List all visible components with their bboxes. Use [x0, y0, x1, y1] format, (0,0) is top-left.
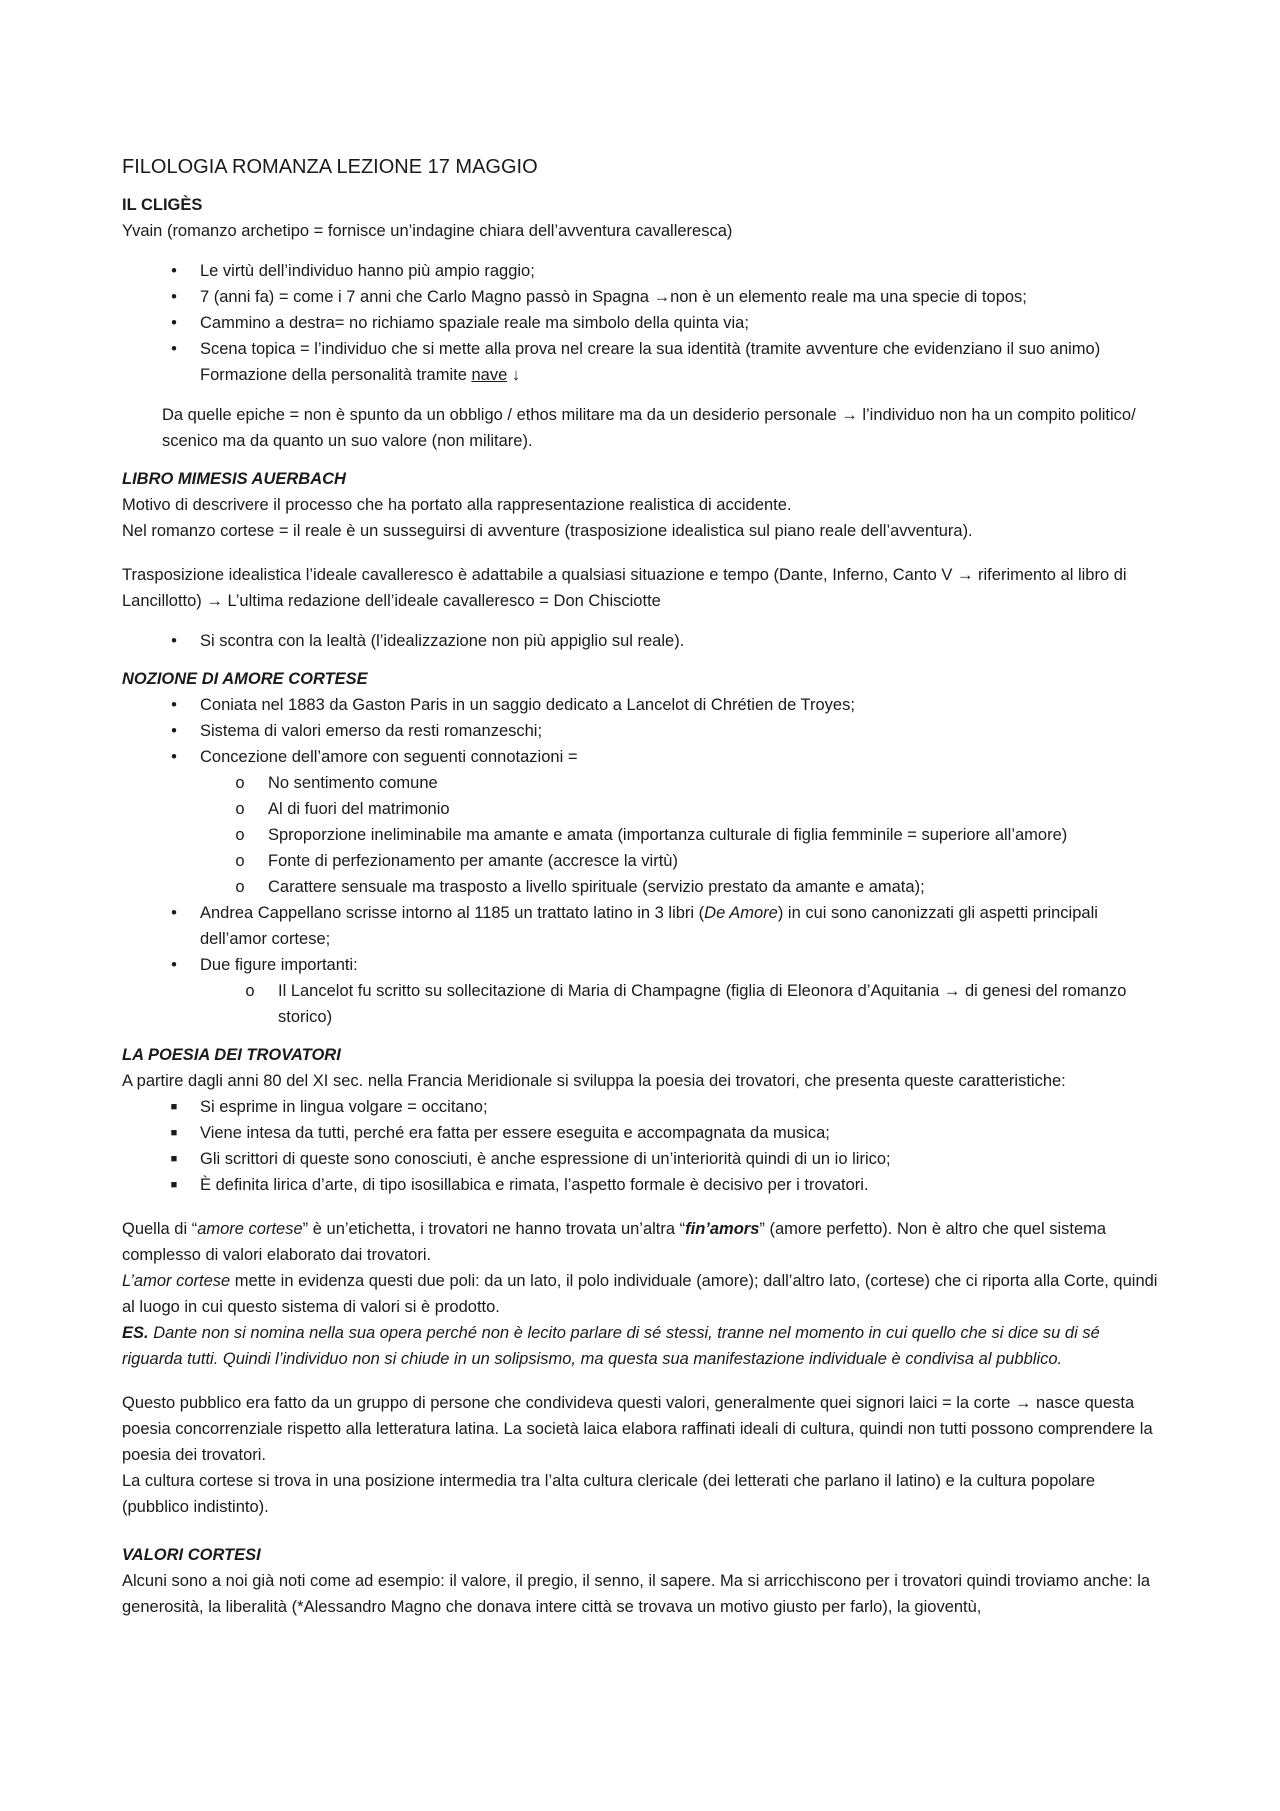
list-item	[122, 952, 1162, 978]
sub-bullet-icon: o	[235, 878, 245, 896]
list-item-text: Concezione dell’amore con seguenti connotazioni =	[200, 748, 578, 766]
down-arrow-icon: ↓	[511, 366, 521, 384]
document-body	[122, 152, 1162, 1620]
section-heading-trovatori: LA POESIA DEI TROVATORI	[122, 1046, 341, 1064]
sub-bullet-icon: o	[235, 800, 245, 818]
valori-paragraph: Alcuni sono a noi già noti come ad esempio: il valore, il pregio, il senno, il sapere. Ma si arricchiscono per i trovatori quindi troviamo anche: la generosità, la liberalità (*Alessandro Magno che donava intere città se trovava un motivo giusto per farlo), la gioventù,	[122, 1572, 1151, 1616]
book-title: De Amore	[704, 904, 778, 922]
square-bullet-icon: ■	[170, 1101, 178, 1113]
italic-term: amore cortese	[197, 1220, 303, 1238]
list-item	[122, 1094, 1162, 1120]
cultura-paragraph: La cultura cortese si trova in una posizione intermedia tra l’alta cultura clericale (dei letterati che parlano il latino) e la cultura popolare (pubblico indistinto).	[122, 1472, 1096, 1516]
page-title: FILOLOGIA ROMANZA LEZIONE 17 MAGGIO	[122, 156, 538, 178]
bullet-icon: •	[171, 314, 177, 332]
italic-term: L’amor cortese	[122, 1272, 231, 1290]
list-item-text: Viene intesa da tutti, perché era fatta per essere eseguita e accompagnata da musica;	[200, 1124, 830, 1142]
pubblico-paragraph: Questo pubblico era fatto da un gruppo di persone che condivideva questi valori, generalmente quei signori laici = la corte → nasce questa poesia concorrenziale rispetto alla letteratura latina. La società laica elabora raffinati ideali di cultura, quindi non tutti possono comprendere la poesia dei trovatori.	[122, 1394, 1153, 1464]
trovatori-bullet-list	[122, 1094, 1162, 1198]
bullet-icon: •	[171, 288, 177, 306]
text-span: ) in cui sono canonizzati gli aspetti principali dell’amor cortese;	[200, 904, 1098, 948]
text-span: ” (amore perfetto). Non è altro che quel sistema complesso di valori elaborato dai trovatori.	[122, 1220, 1107, 1264]
list-item	[122, 744, 1162, 770]
list-item	[122, 692, 1162, 718]
list-item	[122, 1172, 1162, 1198]
list-item-text: Si scontra con la lealtà (l’idealizzazione non più appiglio sul reale).	[200, 632, 685, 650]
sub-list-item	[122, 770, 1162, 796]
list-item	[122, 628, 1162, 654]
square-bullet-icon: ■	[170, 1127, 178, 1139]
bold-italic-term: fin’amors	[685, 1220, 760, 1238]
text-span: Andrea Cappellano scrisse intorno al 1185 un trattato latino in 3 libri (	[200, 904, 705, 922]
trovatori-intro: A partire dagli anni 80 del XI sec. nella Francia Meridionale si sviluppa la poesia dei trovatori, che presenta queste caratteristiche:	[122, 1072, 1066, 1090]
list-item-text: Due figure importanti:	[200, 956, 358, 974]
cliges-intro: Yvain (romanzo archetipo = fornisce un’indagine chiara dell’avventura cavalleresca)	[122, 222, 733, 240]
sub-list-item	[122, 822, 1162, 848]
list-item-text: Al di fuori del matrimonio	[268, 800, 450, 818]
list-item-text: Si esprime in lingua volgare = occitano;	[200, 1098, 488, 1116]
epic-paragraph: Da quelle epiche = non è spunto da un obbligo / ethos militare ma da un desiderio personale → l’individuo non ha un compito politico/ scenico ma da quanto un suo valore (non militare).	[162, 406, 1136, 450]
list-item	[122, 900, 1162, 952]
text-span: ” è un’etichetta, i trovatori ne hanno trovata un’altra “	[302, 1220, 686, 1238]
list-item-text: Fonte di perfezionamento per amante (accresce la virtù)	[268, 852, 678, 870]
sub-list-item	[122, 978, 1162, 1030]
sub-bullet-icon: o	[235, 774, 245, 792]
list-item-text: Scena topica = l’individuo che si mette alla prova nel creare la sua identità (tramite avventure che evidenziano il suo animo)	[200, 340, 1101, 358]
section-heading-amore-cortese: NOZIONE DI AMORE CORTESE	[122, 670, 368, 688]
mimesis-line-2: Nel romanzo cortese = il reale è un susseguirsi di avventure (trasposizione idealistica sul piano reale dell’avventura).	[122, 522, 973, 540]
section-heading-mimesis: LIBRO MIMESIS AUERBACH	[122, 470, 346, 488]
list-item-text: Il Lancelot fu scritto su sollecitazione di Maria di Champagne (figlia di Eleonora d’Aquitania → di genesi del romanzo storico)	[278, 982, 1127, 1026]
list-item-text: Carattere sensuale ma trasposto a livello spirituale (servizio prestato da amante e amata);	[268, 878, 925, 896]
list-item	[122, 284, 1162, 310]
list-item-text	[200, 904, 1098, 948]
list-item	[122, 1146, 1162, 1172]
amore-bullet-list	[122, 692, 1162, 1030]
section-heading-cliges: IL CLIGÈS	[122, 196, 203, 214]
bullet-icon: •	[171, 696, 177, 714]
mimesis-line-1: Motivo di descrivere il processo che ha portato alla rappresentazione realistica di accidente.	[122, 496, 792, 514]
list-item	[122, 310, 1162, 336]
sub-bullet-icon: o	[235, 826, 245, 844]
list-item-text: È definita lirica d’arte, di tipo isosillabica e rimata, l’aspetto formale è decisivo per i trovatori.	[200, 1176, 869, 1194]
amor-cortese-paragraph	[122, 1268, 1162, 1320]
formation-line	[122, 362, 1162, 388]
square-bullet-icon: ■	[170, 1179, 178, 1191]
example-paragraph	[122, 1320, 1162, 1372]
bullet-icon: •	[171, 904, 177, 922]
list-item-text: Coniata nel 1883 da Gaston Paris in un saggio dedicato a Lancelot di Chrétien de Troyes;	[200, 696, 855, 714]
list-item	[122, 336, 1162, 362]
list-item	[122, 258, 1162, 284]
list-item-text: Sproporzione ineliminabile ma amante e amata (importanza culturale di figlia femminile = superiore all’amore)	[268, 826, 1068, 844]
list-item-text: Le virtù dell’individuo hanno più ampio raggio;	[200, 262, 535, 280]
bullet-icon: •	[171, 340, 177, 358]
text-span: mette in evidenza questi due poli: da un lato, il polo individuale (amore); dall’altro lato, (cortese) che ci riporta alla Corte, quindi al luogo in cui questo sistema di valori si è prodotto.	[122, 1272, 1158, 1316]
example-label: ES.	[122, 1324, 149, 1342]
mimesis-paragraph: Trasposizione idealistica l’ideale cavalleresco è adattabile a qualsiasi situazione e tempo (Dante, Inferno, Canto V → riferimento al libro di Lancillotto) → L’ultima redazione dell’ideale cavalleresco = Don Chisciotte	[122, 566, 1127, 610]
sub-list-item	[122, 796, 1162, 822]
bullet-icon: •	[171, 262, 177, 280]
fin-amors-paragraph	[122, 1216, 1162, 1268]
list-item	[122, 1120, 1162, 1146]
bullet-icon: •	[171, 956, 177, 974]
bullet-icon: •	[171, 722, 177, 740]
list-item-text: Gli scrittori di queste sono conosciuti, è anche espressione di un’interiorità quindi di un io lirico;	[200, 1150, 891, 1168]
list-item-text: 7 (anni fa) = come i 7 anni che Carlo Magno passò in Spagna →non è un elemento reale ma una specie di topos;	[200, 288, 1027, 306]
list-item-text: Cammino a destra= no richiamo spaziale reale ma simbolo della quinta via;	[200, 314, 749, 332]
sub-list-item	[122, 848, 1162, 874]
list-item	[122, 718, 1162, 744]
formation-text: Formazione della personalità tramite	[200, 366, 472, 384]
list-item-text: No sentimento comune	[268, 774, 438, 792]
example-text: Dante non si nomina nella sua opera perché non è lecito parlare di sé stessi, tranne nel momento in cui quello che si dice su di sé riguarda tutti. Quindi l’individuo non si chiude in un solipsismo, ma questa sua manifestazione individuale è condivisa al pubblico.	[122, 1324, 1100, 1368]
sub-bullet-icon: o	[235, 852, 245, 870]
sub-list-item	[122, 874, 1162, 900]
section-heading-valori: VALORI CORTESI	[122, 1546, 261, 1564]
sub-bullet-icon: o	[245, 982, 255, 1000]
cliges-bullet-list	[122, 258, 1162, 362]
square-bullet-icon: ■	[170, 1153, 178, 1165]
mimesis-bullet-list	[122, 628, 1162, 654]
list-item-text: Sistema di valori emerso da resti romanzeschi;	[200, 722, 543, 740]
bullet-icon: •	[171, 748, 177, 766]
bullet-icon: •	[171, 632, 177, 650]
formation-link: nave	[471, 366, 508, 384]
text-span: Quella di “	[122, 1220, 198, 1238]
